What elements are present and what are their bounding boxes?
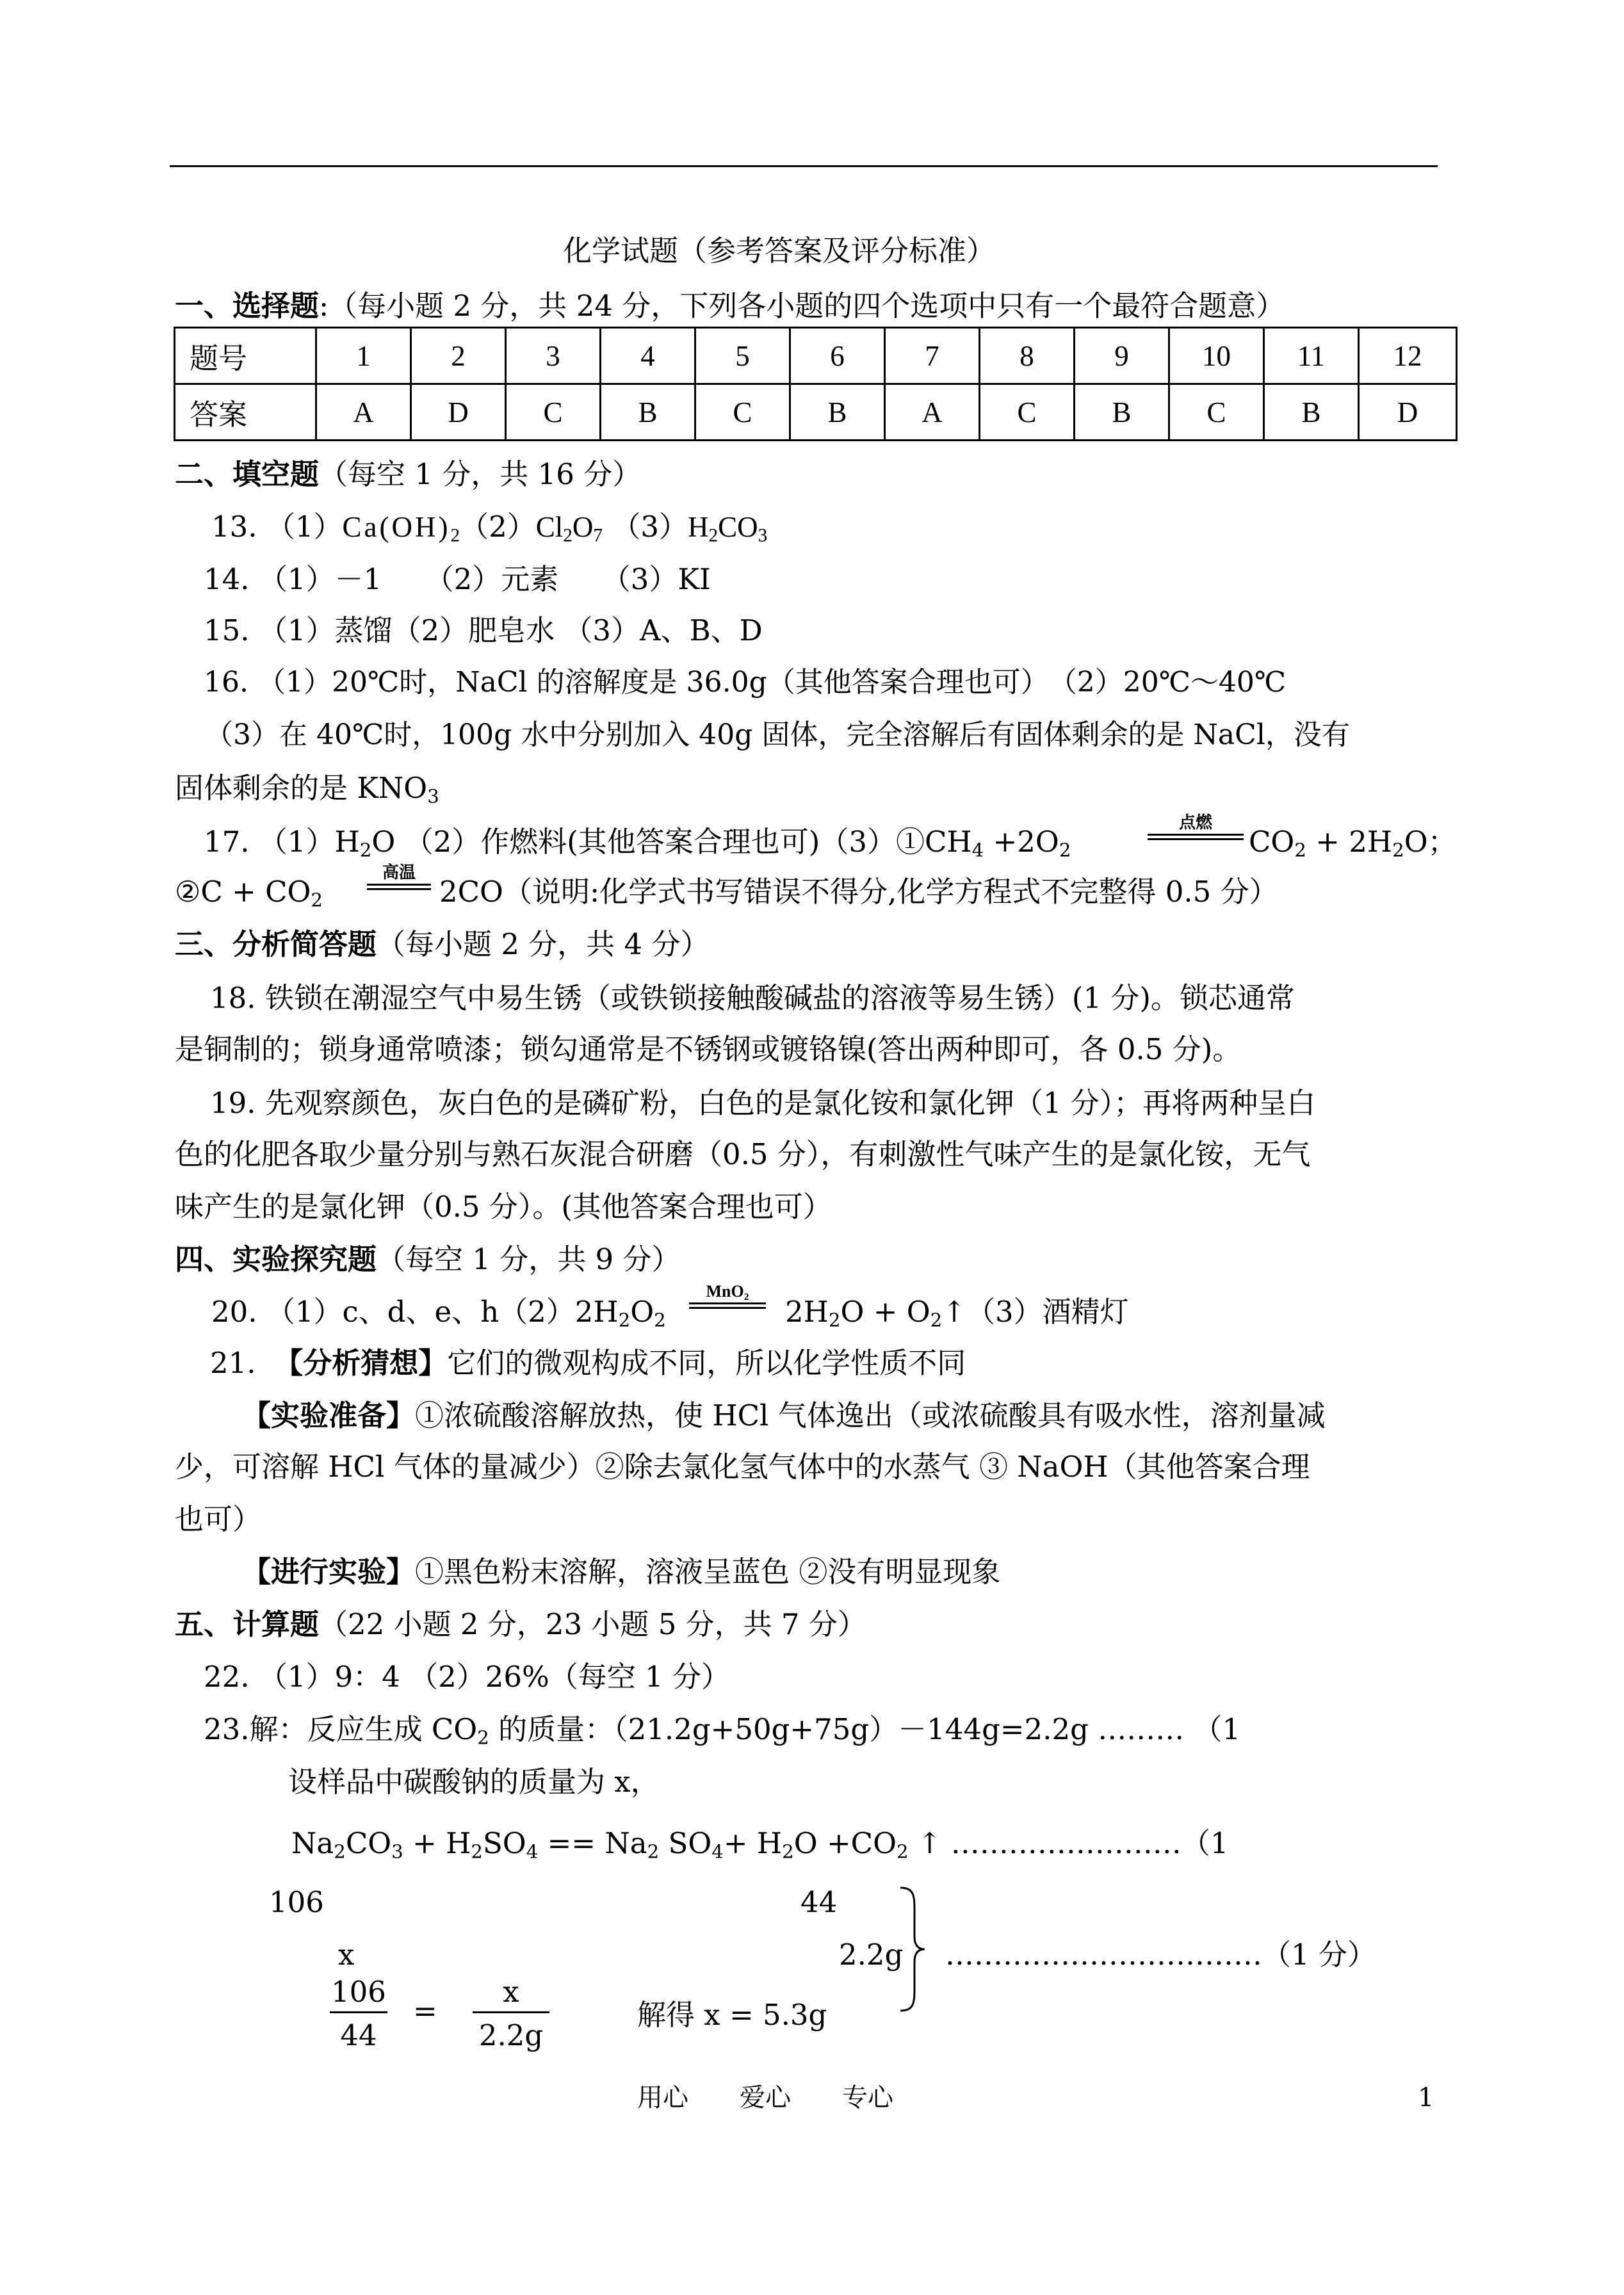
answer-21-line-5: 【进行实验】①黑色粉末溶解，溶液呈蓝色 ②没有明显现象 [242,1555,1001,1589]
answer-cell: D [1359,384,1457,441]
answer-16-line-3: 固体剩余的是 $KNO_3$ [175,771,439,807]
answer-cell: D [411,384,506,441]
equals-sign: = [413,1994,437,2028]
table-row [175,384,1457,441]
question-number-cell: 10 [1169,328,1264,384]
answer-cell: C [695,384,790,441]
answer-19-line-2: 色的化肥各取少量分别与熟石灰混合研磨（0.5 分），有刺激性气味产生的是氯化铵，无气 [175,1137,1311,1171]
solution-result: 解得 x = 5.3g [637,1998,827,2032]
question-number-cell: 3 [506,328,601,384]
question-number-cell: 4 [601,328,695,384]
page-number: 1 [1418,2083,1434,2113]
answer-20: 20. （1）c、d、e、$h(2)2H_2O_2$ [211,1295,666,1331]
row-label-answer: 答案 [175,384,316,441]
answer-21-line-3: 少，可溶解 HCl 气体的量减少）②除去氯化氢气体中的水蒸气 ③ NaOH（其他答案合理 [175,1450,1310,1484]
answer-17-line-2: ②C + $CO_2$ [175,875,323,911]
answer-22: 22. （1）9：4 （2）26%（每空 1 分） [204,1660,730,1694]
answer-cell: B [1075,384,1169,441]
question-number-cell: 1 [316,328,411,384]
answer-14: 14. （1）－1 （2）元素 （3）KI [204,562,711,596]
answer-cell: A [885,384,980,441]
answer-cell: B [601,384,695,441]
answer-cell: C [1169,384,1264,441]
answer-16-line-2: （3）在 40℃时，100g 水中分别加入 40g 固体，完全溶解后有固体剩余的是 NaCl，没有 [205,718,1350,751]
answer-cell: C [980,384,1075,441]
table-row [175,328,1457,384]
answer-17-line-1: 17. $(1)H_2O$ （2）作燃料(其他答案合理也可)$(3)①CH_4 +2O_2$ [204,825,1071,861]
page-title: 化学试题（参考答案及评分标准） [563,234,996,268]
question-number-cell: 5 [695,328,790,384]
answer-21-line-4: 也可） [175,1502,262,1536]
answer-cell: A [316,384,411,441]
section-4-heading: 四、实验探究题（每空 1 分，共 9 分） [175,1242,681,1276]
answer-table [174,327,1458,441]
unknown-x: x [338,1938,355,1972]
section-1-heading: 一、选择题:（每小题 2 分，共 24 分，下列各小题的四个选项中只有一个最符合题意） [175,289,1285,323]
dots-score: ……………………………（1 分） [945,1938,1376,1972]
answer-20-end: $2H_2O$ + $O_2↑(3)$酒精灯 [785,1295,1129,1331]
answer-19-line-1: 19. 先观察颜色，灰白色的是磷矿粉，白色的是氯化铵和氯化钾（1 分）；再将两种呈白 [210,1086,1316,1120]
reaction-condition-catalyst: MnO₂ [689,1283,766,1309]
question-number-cell: 6 [790,328,885,384]
row-label-question-no: 题号 [175,328,316,384]
fraction-x-2-2g: $\frac{x}{2.2g}$ [473,1977,549,2050]
right-brace-icon [897,1885,929,2013]
reaction-condition-high-temp: 高温 [367,864,431,890]
section-5-heading: 五、计算题（22 小题 2 分，23 小题 5 分，共 7 分） [175,1607,866,1641]
answer-cell: B [1264,384,1359,441]
answer-21-line-2: 【实验准备】①浓硫酸溶解放热，使 HCl 气体逸出（或浓硫酸具有吸水性，溶剂量减 [242,1399,1326,1432]
question-number-cell: 8 [980,328,1075,384]
answer-17-line-2-end: 2CO（说明:化学式书写错误不得分,化学方程式不完整得 0.5 分） [439,875,1278,909]
answer-23-line-2: 设样品中碳酸钠的质量为 x， [288,1765,660,1799]
answer-19-line-3: 味产生的是氯化钾（0.5 分）。(其他答案合理也可） [175,1190,832,1224]
answer-17-line-1-end: $CO_2 + 2H_2O$； [1249,825,1457,861]
header-rule [170,165,1438,167]
molar-mass-co2: 44 [800,1885,838,1919]
answer-13: 13. $(1)Ca(OH)_2(2)Cl_2O_7$ $(3)H_2CO_3$ [211,510,768,546]
answer-23-line-1: 23.解：反应生成 $CO_2$ 的质量：（21.2g+50g+75g）－144g=2.2g ……… （1 [204,1712,1241,1749]
section-3-heading: 三、分析简答题（每小题 2 分，共 4 分） [175,927,710,961]
answer-cell: C [506,384,601,441]
mass-co2: 2.2g [839,1938,904,1972]
footer-motto: 用心 爱心 专心 [637,2083,893,2113]
chemical-equation: $Na_2CO_3 + H_2SO_4 == Na_2$ $SO_4+ H_2O +CO_2$ ↑ ……………………（1 [291,1826,1229,1863]
question-number-cell: 11 [1264,328,1359,384]
fraction-106-44: $\frac{106}{44}$ [330,1977,387,2050]
answer-cell: B [790,384,885,441]
answer-21-line-1: 21. 【分析猜想】它们的微观构成不同，所以化学性质不同 [210,1346,966,1380]
answer-16-line-1: 16. （1）20℃时，NaCl 的溶解度是 36.0g（其他答案合理也可） （2）20℃～40℃ [204,666,1287,699]
answer-18-line-2: 是铜制的；锁身通常喷漆；锁勾通常是不锈钢或镀铬镍(答出两种即可，各 0.5 分)。 [175,1032,1242,1066]
question-number-cell: 2 [411,328,506,384]
reaction-condition-ignite: 点燃 [1148,815,1244,840]
question-number-cell: 9 [1075,328,1169,384]
section-2-heading: 二、填空题（每空 1 分，共 16 分） [175,457,642,491]
question-number-cell: 7 [885,328,980,384]
answer-18-line-1: 18. 铁锁在潮湿空气中易生锈（或铁锁接触酸碱盐的溶液等易生锈）(1 分)。锁芯通常 [210,981,1295,1015]
answer-15: 15. （1）蒸馏（2）肥皂水 （3）A、B、D [204,613,763,647]
molar-mass-na2co3: 106 [269,1885,324,1919]
question-number-cell: 12 [1359,328,1457,384]
